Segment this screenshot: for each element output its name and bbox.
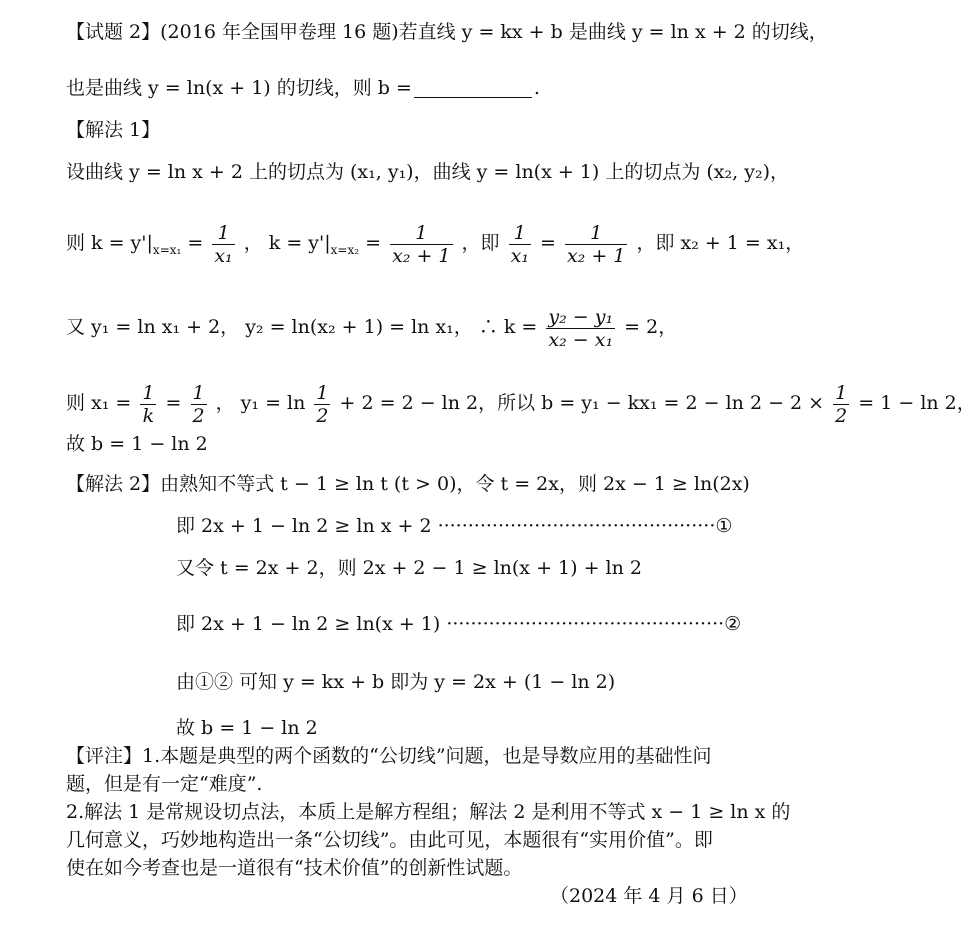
method1-heading: 【解法 1】 <box>66 119 161 141</box>
method1-line-1: 设曲线 y = ln x + 2 上的切点为 (x₁, y₁)，曲线 y = ln(x + 1) 上的切点为 (x₂, y₂)， <box>66 161 789 183</box>
fraction <box>314 382 330 427</box>
text-segment: 则 k = y'| <box>66 232 153 254</box>
text-segment: ，即 x₂ + 1 = x₁， <box>636 232 805 254</box>
problem-tag: 【试题 2】 <box>66 21 161 43</box>
fraction-denominator: x₁ <box>510 244 529 267</box>
comment-line-1: 【评注】1.本题是典型的两个函数的“公切线”问题，也是导数应用的基础性问 <box>66 745 712 767</box>
text-segment: = <box>365 232 382 254</box>
fraction-numerator: 1 <box>316 381 329 404</box>
text-segment: 则 x₁ = <box>66 392 132 414</box>
text-segment: ， y₁ = ln <box>215 392 306 414</box>
text-segment: ， k = y'| <box>243 232 331 254</box>
fraction <box>833 382 849 427</box>
text-segment: = 1 − ln 2， <box>858 392 976 414</box>
fraction <box>546 306 615 351</box>
problem-stem-1: 若直线 y = kx + b 是曲线 y = ln x + 2 的切线， <box>398 21 828 43</box>
method1-line-5: 故 b = 1 − ln 2 <box>66 433 208 455</box>
problem-line-2 <box>66 76 829 100</box>
method2-line-2: 即 2x + 1 − ln 2 ≥ ln x + 2 ··············································① <box>176 515 733 537</box>
text-segment: = <box>187 232 204 254</box>
method2-line-4: 即 2x + 1 − ln 2 ≥ ln(x + 1) ··············································② <box>176 613 742 635</box>
fraction-numerator: 1 <box>192 381 205 404</box>
fraction <box>140 382 156 427</box>
text-segment: = <box>165 392 182 414</box>
fraction-numerator: y₂ − y₁ <box>548 305 614 328</box>
fraction-denominator: x₂ + 1 <box>392 244 451 267</box>
text-segment: + 2 = 2 − ln 2，所以 b = y₁ − kx₁ = 2 − ln 2 − 2 × <box>339 392 825 414</box>
problem-stem-end: . <box>533 77 540 99</box>
method2-line-3: 又令 t = 2x + 2，则 2x + 2 − 1 ≥ ln(x + 1) + ln 2 <box>176 557 642 579</box>
fraction <box>191 382 207 427</box>
comment-line-4: 几何意义，巧妙地构造出一条“公切线”。由此可见，本题很有“实用价值”。即 <box>66 829 713 851</box>
comment-line-5: 使在如今考查也是一道很有“技术价值”的创新性试题。 <box>66 857 523 879</box>
comment-date: （2024 年 4 月 6 日） <box>550 885 748 907</box>
method2-heading: 【解法 2】 <box>66 473 161 495</box>
answer-blank <box>414 79 532 98</box>
text-segment: = <box>540 232 556 254</box>
fraction-denominator: 2 <box>192 404 205 427</box>
fraction <box>212 222 234 267</box>
fraction-denominator: x₂ − x₁ <box>548 328 614 351</box>
text-segment: 由熟知不等式 t − 1 ≥ ln t (t > 0)，令 t = 2x，则 2x − 1 ≥ ln(2x) <box>160 473 750 495</box>
method2-line-1 <box>66 472 829 496</box>
method1-line-4 <box>66 378 976 428</box>
fraction-numerator: 1 <box>390 222 452 245</box>
text-segment: = 2， <box>624 316 678 338</box>
fraction-numerator: 1 <box>212 222 234 245</box>
fraction-denominator: x₁ <box>214 244 233 267</box>
fraction-numerator: 1 <box>835 381 848 404</box>
problem-stem-2: 也是曲线 y = ln(x + 1) 的切线，则 b = <box>66 77 412 99</box>
method2-line-6: 故 b = 1 − ln 2 <box>176 717 318 739</box>
fraction <box>390 222 452 267</box>
method2-line-5: 由①② 可知 y = kx + b 即为 y = 2x + (1 − ln 2) <box>176 671 616 693</box>
comment-line-3: 2.解法 1 是常规设切点法，本质上是解方程组；解法 2 是利用不等式 x − 1 ≥ ln x 的 <box>66 801 791 823</box>
method1-line-3 <box>66 302 829 352</box>
text-segment: 又 y₁ = ln x₁ + 2， y₂ = ln(x₂ + 1) = ln x₁， ∴ k = <box>66 316 538 338</box>
fraction-denominator: 2 <box>835 404 848 427</box>
fraction-denominator: x₂ + 1 <box>566 244 626 267</box>
problem-source: (2016 年全国甲卷理 16 题) <box>160 21 399 43</box>
fraction-denominator: k <box>142 404 155 427</box>
fraction <box>565 222 627 267</box>
fraction-numerator: 1 <box>565 222 627 245</box>
fraction-denominator: 2 <box>316 404 329 427</box>
fraction-numerator: 1 <box>509 222 531 245</box>
problem-line-1 <box>66 20 829 44</box>
text-segment: ，即 <box>461 232 500 254</box>
subscript: x=x₁ <box>152 242 182 257</box>
fraction-numerator: 1 <box>142 381 155 404</box>
comment-line-2: 题，但是有一定“难度”. <box>66 773 263 795</box>
subscript: x=x₂ <box>330 242 360 257</box>
fraction <box>509 222 531 267</box>
method1-line-2 <box>66 218 829 275</box>
